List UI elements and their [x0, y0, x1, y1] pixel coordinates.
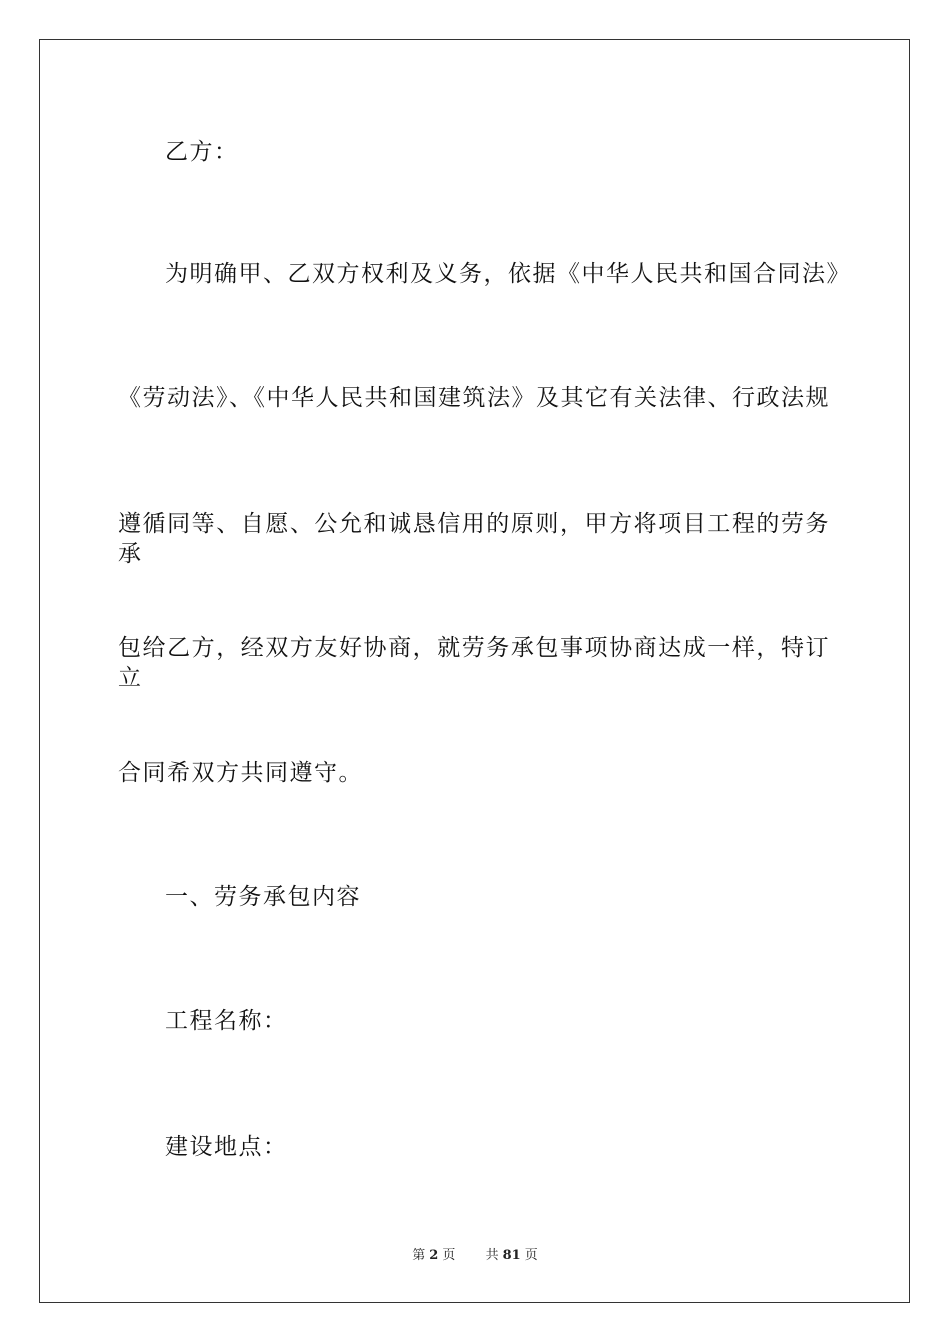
total-pages-number: 81: [502, 1248, 521, 1263]
body-line-2: 《劳动法》、《中华人民共和国建筑法》及其它有关法律、行政法规: [118, 385, 830, 411]
body-line-4: 包给乙方，经双方友好协商，就劳务承包事项协商达成一样，特订立: [118, 635, 830, 691]
current-page-number: 2: [429, 1248, 439, 1263]
page-suffix: 页: [442, 1248, 456, 1263]
construction-site-label: 建设地点：: [165, 1134, 288, 1160]
party-b-label: 乙方：: [165, 139, 239, 165]
page-prefix: 第: [412, 1248, 426, 1263]
page-footer: [0, 1247, 950, 1265]
total-suffix: 页: [524, 1248, 538, 1263]
total-prefix: 共: [485, 1248, 499, 1263]
body-line-3: 遵循同等、自愿、公允和诚恳信用的原则，甲方将项目工程的劳务承: [118, 511, 830, 567]
project-name-label: 工程名称：: [165, 1008, 288, 1034]
body-line-5: 合同希双方共同遵守。: [118, 760, 363, 786]
body-line-1: 为明确甲、乙双方权利及义务，依据《中华人民共和国合同法》: [165, 261, 851, 287]
section-heading-1: 一、劳务承包内容: [165, 884, 361, 910]
